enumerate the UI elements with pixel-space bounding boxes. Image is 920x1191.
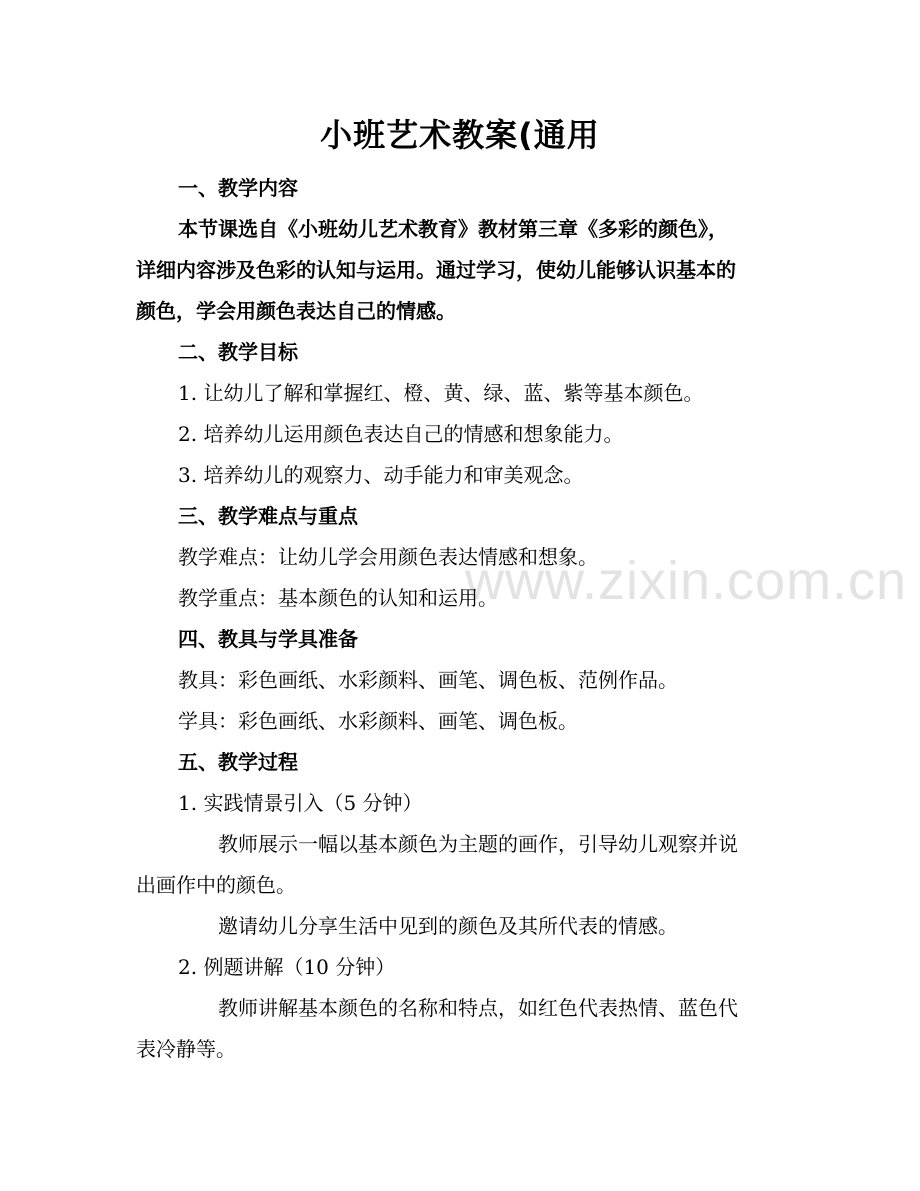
- section-heading-goals: 二、教学目标: [178, 340, 298, 364]
- focus-line: 教学重点：基本颜色的认知和运用。: [178, 586, 498, 610]
- teacher-materials-line: 教具：彩色画纸、水彩颜料、画笔、调色板、范例作品。: [178, 668, 678, 692]
- difficulty-line: 教学难点：让幼儿学会用颜色表达情感和想象。: [178, 545, 598, 569]
- process-step-1: 1. 实践情景引入（5 分钟）: [178, 791, 423, 815]
- process-step-2-text-line-1: 教师讲解基本颜色的名称和特点，如红色代表热情、蓝色代: [218, 996, 738, 1020]
- section-heading-process: 五、教学过程: [178, 750, 298, 774]
- process-step-2-text-line-2: 表冷静等。: [136, 1037, 236, 1061]
- student-materials-line: 学具：彩色画纸、水彩颜料、画笔、调色板。: [178, 709, 578, 733]
- watermark: www.zixin.com.cn: [465, 551, 908, 611]
- goal-item-2: 2. 培养幼儿运用颜色表达自己的情感和想象能力。: [178, 422, 624, 446]
- process-step-1-text-2: 邀请幼儿分享生活中见到的颜色及其所代表的情感。: [218, 914, 678, 938]
- process-step-2: 2. 例题讲解（10 分钟）: [178, 955, 396, 979]
- section-heading-materials: 四、教具与学具准备: [178, 627, 358, 651]
- content-paragraph-line-1: 本节课选自《小班幼儿艺术教育》教材第三章《多彩的颜色》，: [178, 217, 728, 241]
- goal-item-3: 3. 培养幼儿的观察力、动手能力和审美观念。: [178, 463, 584, 487]
- page-title: 小班艺术教案(通用: [320, 116, 600, 154]
- goal-item-1: 1. 让幼儿了解和掌握红、橙、黄、绿、蓝、紫等基本颜色。: [178, 381, 704, 405]
- section-heading-difficulty-focus: 三、教学难点与重点: [178, 504, 358, 528]
- process-step-1-text-line-1: 教师展示一幅以基本颜色为主题的画作，引导幼儿观察并说: [218, 832, 738, 856]
- content-paragraph-line-3: 颜色，学会用颜色表达自己的情感。: [136, 299, 456, 323]
- section-heading-content: 一、教学内容: [178, 176, 298, 200]
- process-step-1-text-line-2: 出画作中的颜色。: [136, 873, 296, 897]
- content-paragraph-line-2: 详细内容涉及色彩的认知与运用。通过学习，使幼儿能够认识基本的: [136, 258, 736, 282]
